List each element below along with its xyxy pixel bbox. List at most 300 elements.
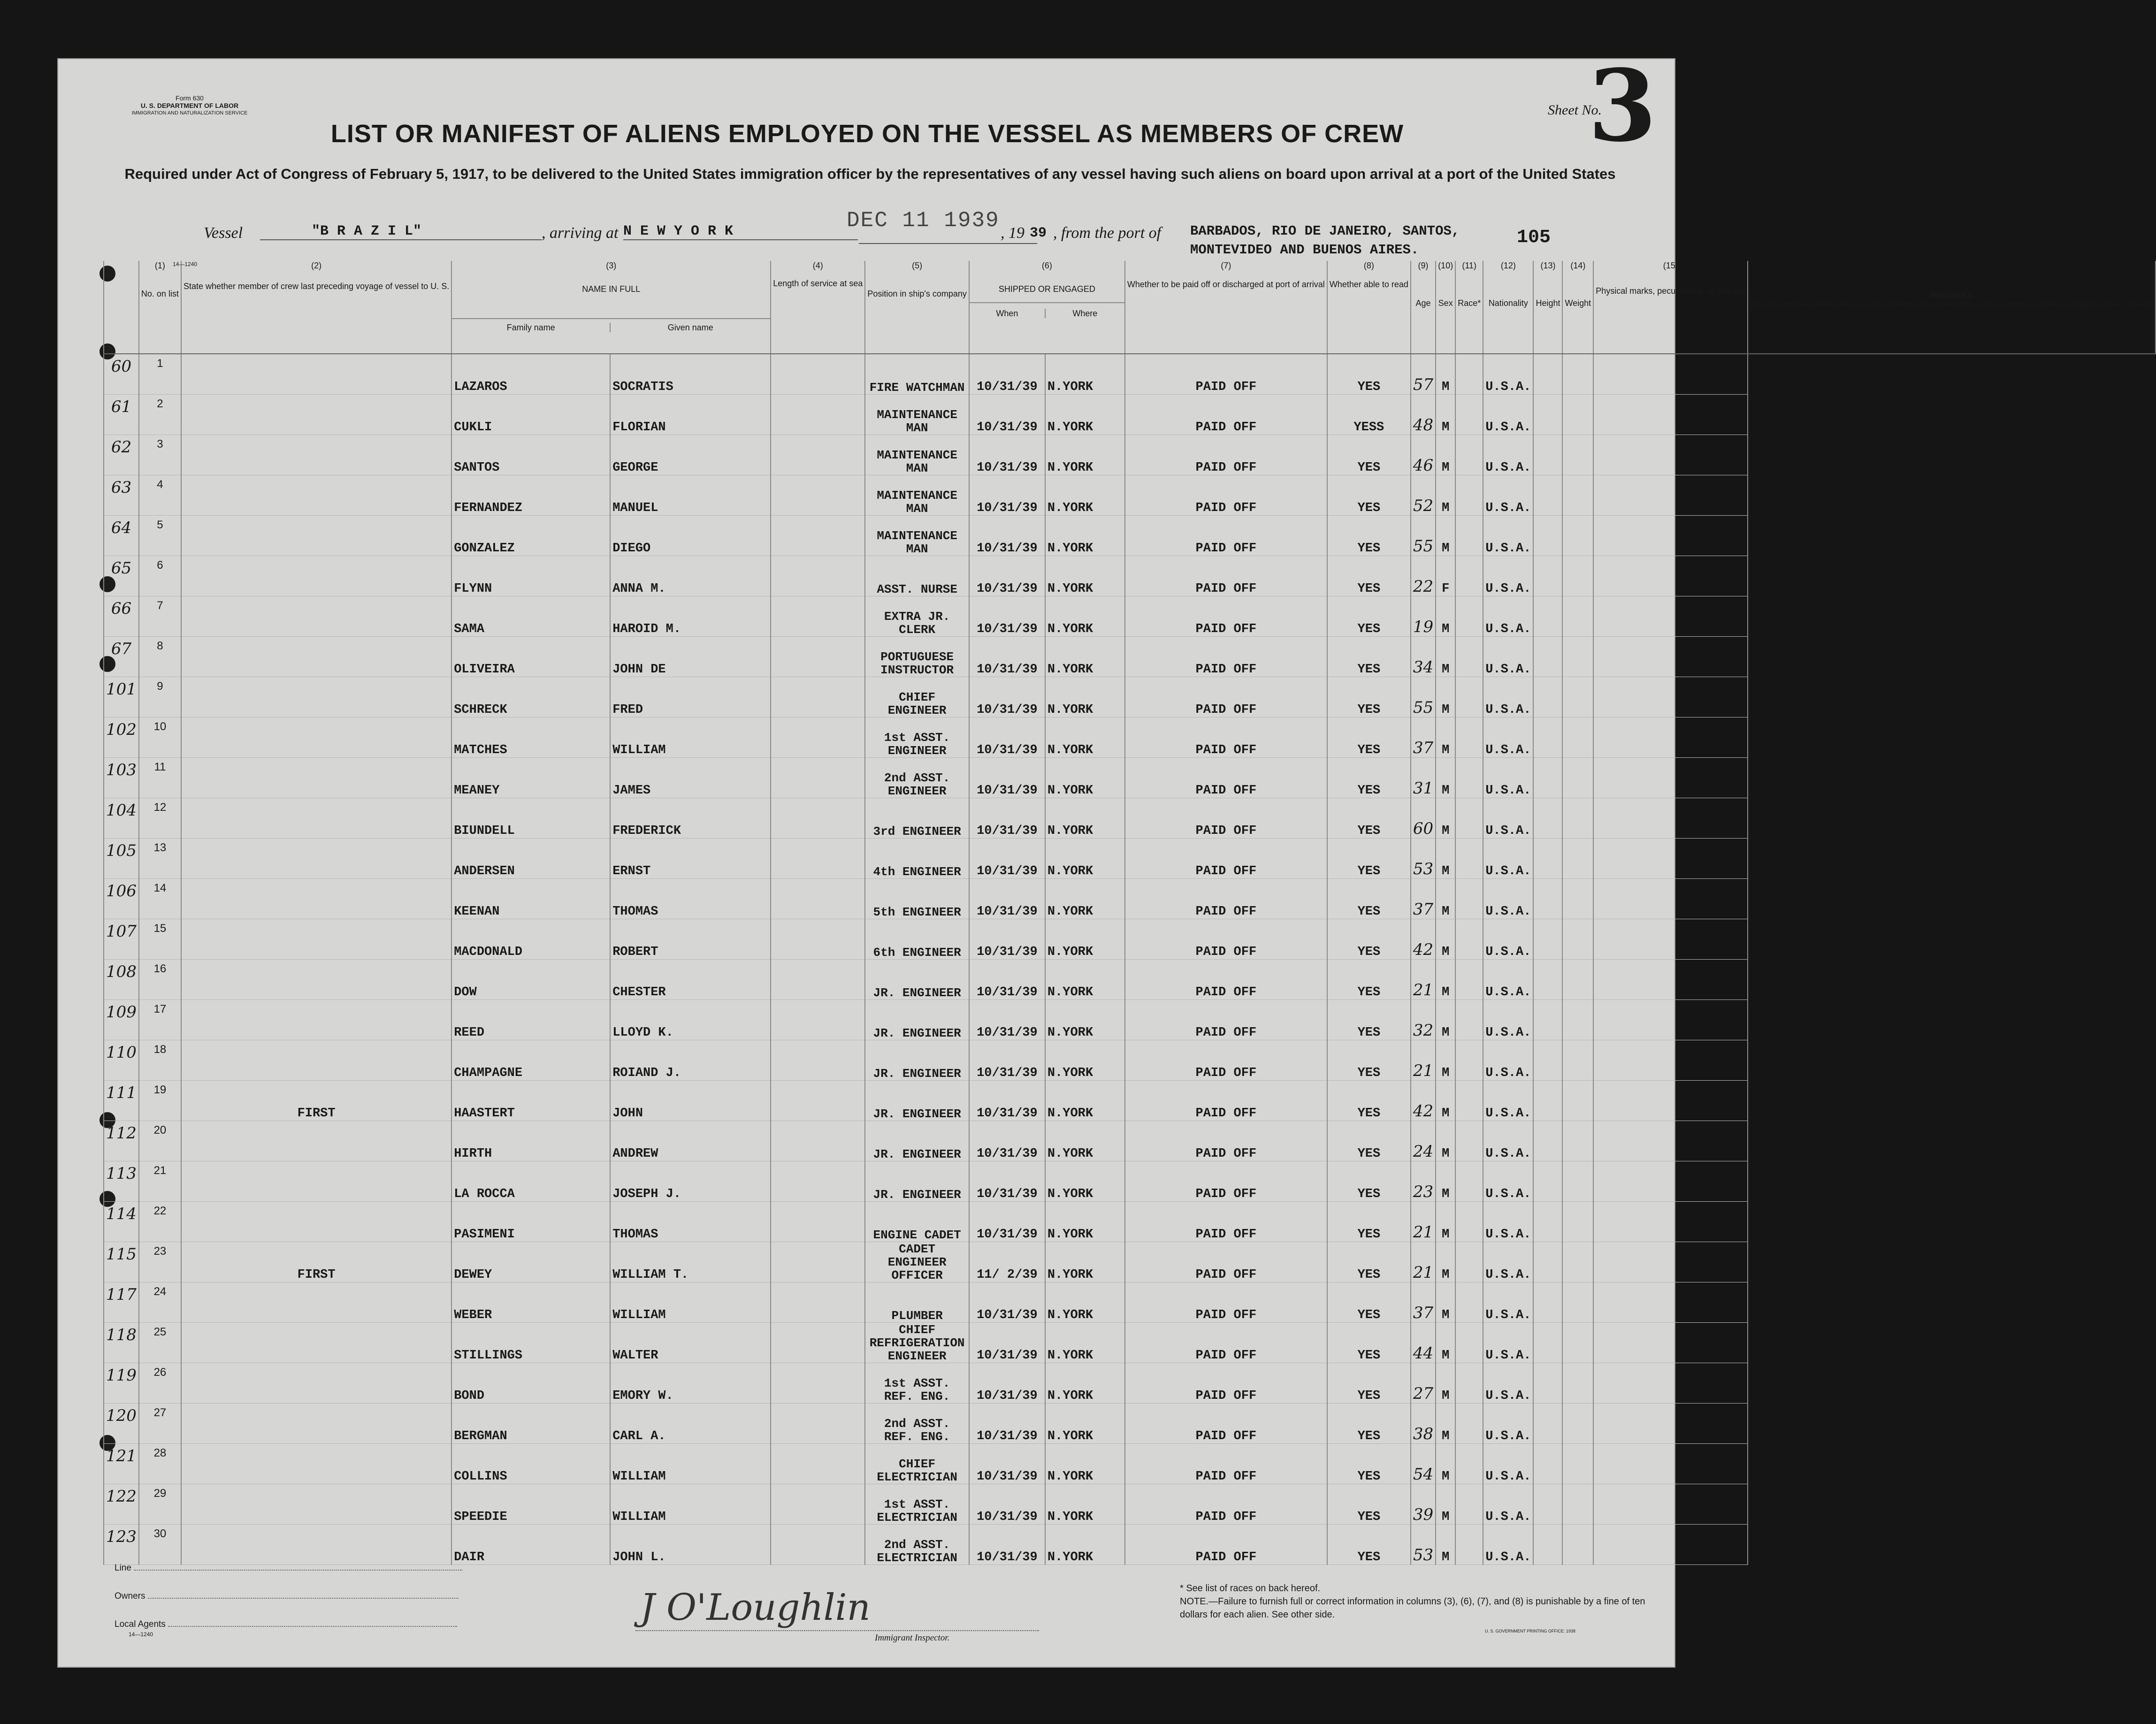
family-name-value: SANTOS bbox=[451, 435, 610, 475]
col-remarks-header bbox=[1748, 261, 2155, 354]
able-to-read-value: YES bbox=[1327, 1444, 1411, 1484]
position-value: PORTUGUESE INSTRUCTOR bbox=[865, 637, 969, 677]
sex-value: M bbox=[1436, 1242, 1455, 1282]
physical-marks-value bbox=[1593, 798, 1748, 839]
shipped-where-value: N.YORK bbox=[1045, 395, 1125, 435]
family-name-value: MATCHES bbox=[451, 717, 610, 758]
list-number: 10 bbox=[139, 717, 181, 758]
prev-voyage-value bbox=[181, 677, 451, 717]
length-of-service-label: Length of service at sea bbox=[773, 279, 863, 288]
ordinal-number: 119 bbox=[104, 1363, 139, 1404]
physical-marks-value bbox=[1593, 1040, 1748, 1081]
paid-off-label: Whether to be paid off or discharged at port of arrival bbox=[1127, 280, 1325, 289]
prev-voyage-value bbox=[181, 1161, 451, 1202]
length-of-service-value bbox=[771, 435, 865, 475]
col-nationality-header bbox=[1483, 261, 1533, 354]
table-body bbox=[104, 354, 2156, 1565]
nationality-value: U.S.A. bbox=[1483, 1242, 1533, 1282]
position-value: MAINTENANCE MAN bbox=[865, 435, 969, 475]
race-value bbox=[1455, 1404, 1483, 1444]
list-number: 6 bbox=[139, 556, 181, 596]
list-number: 2 bbox=[139, 395, 181, 435]
height-value bbox=[1533, 1525, 1562, 1565]
race-value bbox=[1455, 717, 1483, 758]
prev-voyage-value bbox=[181, 1404, 451, 1444]
height-value bbox=[1533, 1323, 1562, 1363]
able-to-read-value: YES bbox=[1327, 637, 1411, 677]
given-name-value: ROIAND J. bbox=[610, 1040, 771, 1081]
table-row bbox=[104, 677, 2156, 717]
list-number: 16 bbox=[139, 960, 181, 1000]
nationality-value: U.S.A. bbox=[1483, 1484, 1533, 1525]
age-value: 52 bbox=[1411, 475, 1436, 516]
height-value bbox=[1533, 1121, 1562, 1161]
paid-off-value: PAID OFF bbox=[1125, 1323, 1327, 1363]
physical-marks-value bbox=[1593, 435, 1748, 475]
paid-off-value: PAID OFF bbox=[1125, 1121, 1327, 1161]
shipped-when-value: 10/31/39 bbox=[969, 475, 1045, 516]
physical-marks-value bbox=[1593, 717, 1748, 758]
prev-voyage-value bbox=[181, 1121, 451, 1161]
prev-voyage-value bbox=[181, 758, 451, 798]
nationality-value: U.S.A. bbox=[1483, 516, 1533, 556]
paid-off-value: PAID OFF bbox=[1125, 1081, 1327, 1121]
ordinal-number: 62 bbox=[104, 435, 139, 475]
table-row bbox=[104, 960, 2156, 1000]
weight-value bbox=[1562, 839, 1593, 879]
given-name-value: CARL A. bbox=[610, 1404, 771, 1444]
table-row bbox=[104, 1040, 2156, 1081]
prev-voyage-value bbox=[181, 1525, 451, 1565]
physical-marks-value bbox=[1593, 839, 1748, 879]
height-value bbox=[1533, 516, 1562, 556]
physical-marks-value bbox=[1593, 1484, 1748, 1525]
paid-off-value: PAID OFF bbox=[1125, 758, 1327, 798]
ordinal-header bbox=[104, 261, 139, 354]
nationality-value: U.S.A. bbox=[1483, 1525, 1533, 1565]
shipped-when-value: 10/31/39 bbox=[969, 596, 1045, 637]
height-value bbox=[1533, 637, 1562, 677]
year-label: , 19 bbox=[1001, 224, 1024, 242]
physical-marks-label: Physical marks, peculiarities, or disease bbox=[1596, 286, 1746, 296]
height-value bbox=[1533, 354, 1562, 395]
weight-value bbox=[1562, 677, 1593, 717]
table-row bbox=[104, 1121, 2156, 1161]
arriving-label: , arriving at bbox=[542, 224, 619, 242]
race-value bbox=[1455, 1081, 1483, 1121]
ordinal-number: 63 bbox=[104, 475, 139, 516]
name-in-full-label: NAME IN FULL bbox=[582, 284, 641, 294]
shipped-where-value: N.YORK bbox=[1045, 435, 1125, 475]
physical-marks-value bbox=[1593, 556, 1748, 596]
paid-off-value: PAID OFF bbox=[1125, 919, 1327, 960]
shipped-where-value: N.YORK bbox=[1045, 475, 1125, 516]
able-to-read-value: YES bbox=[1327, 960, 1411, 1000]
race-value bbox=[1455, 1242, 1483, 1282]
height-value bbox=[1533, 1242, 1562, 1282]
prev-voyage-value bbox=[181, 1040, 451, 1081]
nationality-value: U.S.A. bbox=[1483, 839, 1533, 879]
position-value: JR. ENGINEER bbox=[865, 1040, 969, 1081]
table-row bbox=[104, 717, 2156, 758]
given-name-value: ANNA M. bbox=[610, 556, 771, 596]
age-value: 48 bbox=[1411, 395, 1436, 435]
footer-code: 14—1240 bbox=[129, 1631, 153, 1638]
height-value bbox=[1533, 1161, 1562, 1202]
list-number: 5 bbox=[139, 516, 181, 556]
sex-value: M bbox=[1436, 1323, 1455, 1363]
length-of-service-value bbox=[771, 637, 865, 677]
race-value bbox=[1455, 1363, 1483, 1404]
table-row bbox=[104, 1242, 2156, 1282]
prev-voyage-value bbox=[181, 1282, 451, 1323]
length-of-service-value bbox=[771, 1202, 865, 1242]
ordinal-number: 113 bbox=[104, 1161, 139, 1202]
physical-marks-value bbox=[1593, 758, 1748, 798]
family-name-value: LAZAROS bbox=[451, 354, 610, 395]
paid-off-value: PAID OFF bbox=[1125, 475, 1327, 516]
sex-value: M bbox=[1436, 1363, 1455, 1404]
paid-off-value: PAID OFF bbox=[1125, 677, 1327, 717]
age-value: 54 bbox=[1411, 1444, 1436, 1484]
list-number: 24 bbox=[139, 1282, 181, 1323]
sex-value: M bbox=[1436, 1040, 1455, 1081]
position-value: 1st ASST. ENGINEER bbox=[865, 717, 969, 758]
shipped-where-value: N.YORK bbox=[1045, 1081, 1125, 1121]
paid-off-value: PAID OFF bbox=[1125, 717, 1327, 758]
family-name-value: GONZALEZ bbox=[451, 516, 610, 556]
col-weight-header bbox=[1562, 261, 1593, 354]
col-length-header bbox=[771, 261, 865, 354]
prev-voyage-value bbox=[181, 717, 451, 758]
shipped-when-value: 10/31/39 bbox=[969, 395, 1045, 435]
length-of-service-value bbox=[771, 1363, 865, 1404]
shipped-where-value: N.YORK bbox=[1045, 1000, 1125, 1040]
age-value: 37 bbox=[1411, 717, 1436, 758]
table-header bbox=[104, 261, 2156, 354]
list-number: 4 bbox=[139, 475, 181, 516]
physical-marks-value bbox=[1593, 1000, 1748, 1040]
given-name-value: WILLIAM bbox=[610, 1444, 771, 1484]
nationality-label: Nationality bbox=[1488, 298, 1528, 308]
list-number: 29 bbox=[139, 1484, 181, 1525]
given-name-value: EMORY W. bbox=[610, 1363, 771, 1404]
department-name: U. S. DEPARTMENT OF LABOR bbox=[140, 102, 239, 109]
able-to-read-value: YES bbox=[1327, 475, 1411, 516]
nationality-value: U.S.A. bbox=[1483, 435, 1533, 475]
shipped-when-value: 10/31/39 bbox=[969, 1323, 1045, 1363]
height-value bbox=[1533, 1040, 1562, 1081]
paid-off-value: PAID OFF bbox=[1125, 1161, 1327, 1202]
race-value bbox=[1455, 1323, 1483, 1363]
age-value: 42 bbox=[1411, 919, 1436, 960]
nationality-value: U.S.A. bbox=[1483, 798, 1533, 839]
owners-field bbox=[115, 1591, 459, 1602]
nationality-value: U.S.A. bbox=[1483, 1161, 1533, 1202]
position-value: EXTRA JR. CLERK bbox=[865, 596, 969, 637]
given-name-label: Given name bbox=[610, 323, 770, 332]
nationality-value: U.S.A. bbox=[1483, 1363, 1533, 1404]
shipped-where-value: N.YORK bbox=[1045, 677, 1125, 717]
length-of-service-value bbox=[771, 758, 865, 798]
length-of-service-value bbox=[771, 1484, 865, 1525]
weight-value bbox=[1562, 879, 1593, 919]
nationality-value: U.S.A. bbox=[1483, 1000, 1533, 1040]
shipped-where-value: N.YORK bbox=[1045, 1444, 1125, 1484]
ordinal-number: 107 bbox=[104, 919, 139, 960]
position-value: MAINTENANCE MAN bbox=[865, 475, 969, 516]
family-name-value: ANDERSEN bbox=[451, 839, 610, 879]
ordinal-number: 117 bbox=[104, 1282, 139, 1323]
col-number: (15) bbox=[1663, 261, 1678, 270]
nationality-value: U.S.A. bbox=[1483, 1202, 1533, 1242]
height-value bbox=[1533, 556, 1562, 596]
weight-value bbox=[1562, 1161, 1593, 1202]
col-number: (7) bbox=[1221, 261, 1231, 270]
position-value: 2nd ASST. ELECTRICIAN bbox=[865, 1525, 969, 1565]
able-to-read-value: YES bbox=[1327, 839, 1411, 879]
able-to-read-value: YES bbox=[1327, 1525, 1411, 1565]
table-row bbox=[104, 1323, 2156, 1363]
able-to-read-value: YES bbox=[1327, 556, 1411, 596]
family-name-value: LA ROCCA bbox=[451, 1161, 610, 1202]
shipped-where-value: N.YORK bbox=[1045, 798, 1125, 839]
paid-off-value: PAID OFF bbox=[1125, 1242, 1327, 1282]
table-row bbox=[104, 1000, 2156, 1040]
position-value: ENGINE CADET bbox=[865, 1202, 969, 1242]
given-name-value: JOHN L. bbox=[610, 1525, 771, 1565]
sex-value: M bbox=[1436, 1161, 1455, 1202]
sex-value: M bbox=[1436, 1444, 1455, 1484]
position-value: CHIEF REFRIGERATION ENGINEER bbox=[865, 1323, 969, 1363]
height-value bbox=[1533, 919, 1562, 960]
race-value bbox=[1455, 1282, 1483, 1323]
physical-marks-value bbox=[1593, 475, 1748, 516]
given-name-value: THOMAS bbox=[610, 1202, 771, 1242]
height-value bbox=[1533, 1444, 1562, 1484]
age-value: 34 bbox=[1411, 637, 1436, 677]
prev-voyage-value bbox=[181, 839, 451, 879]
shipped-when-value: 10/31/39 bbox=[969, 717, 1045, 758]
date-underline bbox=[859, 242, 1037, 244]
line-label: Line bbox=[115, 1563, 131, 1573]
sex-value: M bbox=[1436, 516, 1455, 556]
physical-marks-value bbox=[1593, 395, 1748, 435]
date-stamp: DEC 11 1939 bbox=[847, 208, 1000, 233]
height-value bbox=[1533, 839, 1562, 879]
given-name-value: WALTER bbox=[610, 1323, 771, 1363]
list-number: 27 bbox=[139, 1404, 181, 1444]
length-of-service-value bbox=[771, 1282, 865, 1323]
sex-value: M bbox=[1436, 798, 1455, 839]
col-number: (10) bbox=[1438, 261, 1453, 270]
list-number: 21 bbox=[139, 1161, 181, 1202]
race-label: Race* bbox=[1458, 298, 1481, 308]
height-value bbox=[1533, 395, 1562, 435]
height-value bbox=[1533, 717, 1562, 758]
position-value: 2nd ASST. ENGINEER bbox=[865, 758, 969, 798]
physical-marks-value bbox=[1593, 596, 1748, 637]
sex-value: M bbox=[1436, 435, 1455, 475]
shipped-where-value: N.YORK bbox=[1045, 1323, 1125, 1363]
position-value: 4th ENGINEER bbox=[865, 839, 969, 879]
shipped-where-value: N.YORK bbox=[1045, 556, 1125, 596]
weight-value bbox=[1562, 1000, 1593, 1040]
age-value: 39 bbox=[1411, 1484, 1436, 1525]
vessel-name: "B R A Z I L" bbox=[260, 223, 542, 240]
nationality-value: U.S.A. bbox=[1483, 395, 1533, 435]
owners-label: Owners bbox=[115, 1591, 145, 1601]
race-value bbox=[1455, 919, 1483, 960]
shipped-when-value: 10/31/39 bbox=[969, 1282, 1045, 1323]
year-value: 39 bbox=[1030, 225, 1047, 241]
weight-value bbox=[1562, 1121, 1593, 1161]
document-subtitle: Required under Act of Congress of February 5, 1917, to be delivered to the United States immigration officer by the representatives of any vessel having such aliens on board upon arrival at a port of the United States bbox=[124, 166, 1616, 182]
list-number: 20 bbox=[139, 1121, 181, 1161]
age-value: 57 bbox=[1411, 354, 1436, 395]
table-row bbox=[104, 354, 2156, 395]
sex-value: M bbox=[1436, 919, 1455, 960]
family-name-value: DAIR bbox=[451, 1525, 610, 1565]
physical-marks-value bbox=[1593, 516, 1748, 556]
shipped-where-value: N.YORK bbox=[1045, 758, 1125, 798]
weight-value bbox=[1562, 1484, 1593, 1525]
weight-value bbox=[1562, 1404, 1593, 1444]
age-value: 31 bbox=[1411, 758, 1436, 798]
col-number: (1) bbox=[154, 261, 165, 270]
shipped-when-value: 10/31/39 bbox=[969, 556, 1045, 596]
sex-value: M bbox=[1436, 717, 1455, 758]
length-of-service-value bbox=[771, 879, 865, 919]
list-number: 23 bbox=[139, 1242, 181, 1282]
prev-voyage-value bbox=[181, 596, 451, 637]
able-to-read-value: YES bbox=[1327, 1202, 1411, 1242]
col-height-header bbox=[1533, 261, 1562, 354]
nationality-value: U.S.A. bbox=[1483, 1404, 1533, 1444]
position-value: CADET ENGINEER OFFICER bbox=[865, 1242, 969, 1282]
ordinal-number: 66 bbox=[104, 596, 139, 637]
nationality-value: U.S.A. bbox=[1483, 354, 1533, 395]
weight-value bbox=[1562, 1525, 1593, 1565]
able-to-read-value: YES bbox=[1327, 677, 1411, 717]
ordinal-number: 111 bbox=[104, 1081, 139, 1121]
sex-value: M bbox=[1436, 1282, 1455, 1323]
form-number: Form 630 bbox=[176, 94, 204, 102]
able-to-read-value: YES bbox=[1327, 1282, 1411, 1323]
able-to-read-value: YES bbox=[1327, 879, 1411, 919]
table-row bbox=[104, 1484, 2156, 1525]
shipped-when-value: 10/31/39 bbox=[969, 758, 1045, 798]
sex-value: M bbox=[1436, 677, 1455, 717]
height-value bbox=[1533, 435, 1562, 475]
table-row bbox=[104, 1202, 2156, 1242]
given-name-value: JOSEPH J. bbox=[610, 1161, 771, 1202]
age-label: Age bbox=[1415, 298, 1431, 308]
remarks-label: REMARKS bbox=[1930, 291, 1973, 300]
family-name-value: SCHRECK bbox=[451, 677, 610, 717]
physical-marks-value bbox=[1593, 1081, 1748, 1121]
prev-voyage-value bbox=[181, 637, 451, 677]
position-value: JR. ENGINEER bbox=[865, 1161, 969, 1202]
paid-off-value: PAID OFF bbox=[1125, 1525, 1327, 1565]
from-port-line1: BARBADOS, RIO DE JANEIRO, SANTOS, bbox=[1190, 223, 1460, 239]
shipped-where-value: N.YORK bbox=[1045, 1040, 1125, 1081]
prev-voyage-value bbox=[181, 435, 451, 475]
col-read-header bbox=[1327, 261, 1411, 354]
ordinal-number: 108 bbox=[104, 960, 139, 1000]
ordinal-number: 120 bbox=[104, 1404, 139, 1444]
position-value: MAINTENANCE MAN bbox=[865, 516, 969, 556]
ordinal-number: 104 bbox=[104, 798, 139, 839]
race-value bbox=[1455, 354, 1483, 395]
list-number: 1 bbox=[139, 354, 181, 395]
paid-off-value: PAID OFF bbox=[1125, 1404, 1327, 1444]
shipped-when-value: 10/31/39 bbox=[969, 516, 1045, 556]
position-value: ASST. NURSE bbox=[865, 556, 969, 596]
family-name-value: OLIVEIRA bbox=[451, 637, 610, 677]
weight-value bbox=[1562, 556, 1593, 596]
ordinal-number: 121 bbox=[104, 1444, 139, 1484]
list-number: 7 bbox=[139, 596, 181, 637]
family-name-value: FERNANDEZ bbox=[451, 475, 610, 516]
table-row bbox=[104, 1525, 2156, 1565]
nationality-value: U.S.A. bbox=[1483, 1282, 1533, 1323]
weight-value bbox=[1562, 758, 1593, 798]
age-value: 32 bbox=[1411, 1000, 1436, 1040]
shipped-where-value: N.YORK bbox=[1045, 839, 1125, 879]
remarks-note: (Including statement whether alien ever ordered deported from United States, and if so, whether permission to reapply has been obtained.) bbox=[1750, 300, 2153, 308]
given-name-value: CHESTER bbox=[610, 960, 771, 1000]
nationality-value: U.S.A. bbox=[1483, 1121, 1533, 1161]
family-name-value: STILLINGS bbox=[451, 1323, 610, 1363]
given-name-value: HAROID M. bbox=[610, 596, 771, 637]
shipped-where-value: N.YORK bbox=[1045, 1363, 1125, 1404]
from-port-label: , from the port of bbox=[1053, 224, 1162, 242]
table-row bbox=[104, 919, 2156, 960]
shipped-when-value: 10/31/39 bbox=[969, 879, 1045, 919]
table-row bbox=[104, 1081, 2156, 1121]
able-to-read-value: YES bbox=[1327, 1323, 1411, 1363]
shipped-where-value: N.YORK bbox=[1045, 1161, 1125, 1202]
weight-value bbox=[1562, 435, 1593, 475]
col-race-header bbox=[1455, 261, 1483, 354]
nationality-value: U.S.A. bbox=[1483, 758, 1533, 798]
length-of-service-value bbox=[771, 839, 865, 879]
sex-value: M bbox=[1436, 960, 1455, 1000]
weight-value bbox=[1562, 354, 1593, 395]
prev-voyage-value bbox=[181, 1484, 451, 1525]
nationality-value: U.S.A. bbox=[1483, 677, 1533, 717]
family-name-value: HAASTERT bbox=[451, 1081, 610, 1121]
weight-value bbox=[1562, 919, 1593, 960]
family-name-value: BIUNDELL bbox=[451, 798, 610, 839]
vessel-label: Vessel bbox=[204, 224, 243, 242]
sex-value: M bbox=[1436, 879, 1455, 919]
sex-value: M bbox=[1436, 1121, 1455, 1161]
given-name-value: JOHN bbox=[610, 1081, 771, 1121]
agents-blank bbox=[168, 1626, 457, 1627]
weight-value bbox=[1562, 717, 1593, 758]
nationality-value: U.S.A. bbox=[1483, 475, 1533, 516]
shipped-where-value: N.YORK bbox=[1045, 1242, 1125, 1282]
sex-value: M bbox=[1436, 1081, 1455, 1121]
family-name-value: MEANEY bbox=[451, 758, 610, 798]
table-row bbox=[104, 596, 2156, 637]
able-to-read-value: YES bbox=[1327, 1404, 1411, 1444]
race-value bbox=[1455, 960, 1483, 1000]
family-name-label: Family name bbox=[506, 323, 555, 332]
given-name-value: JAMES bbox=[610, 758, 771, 798]
